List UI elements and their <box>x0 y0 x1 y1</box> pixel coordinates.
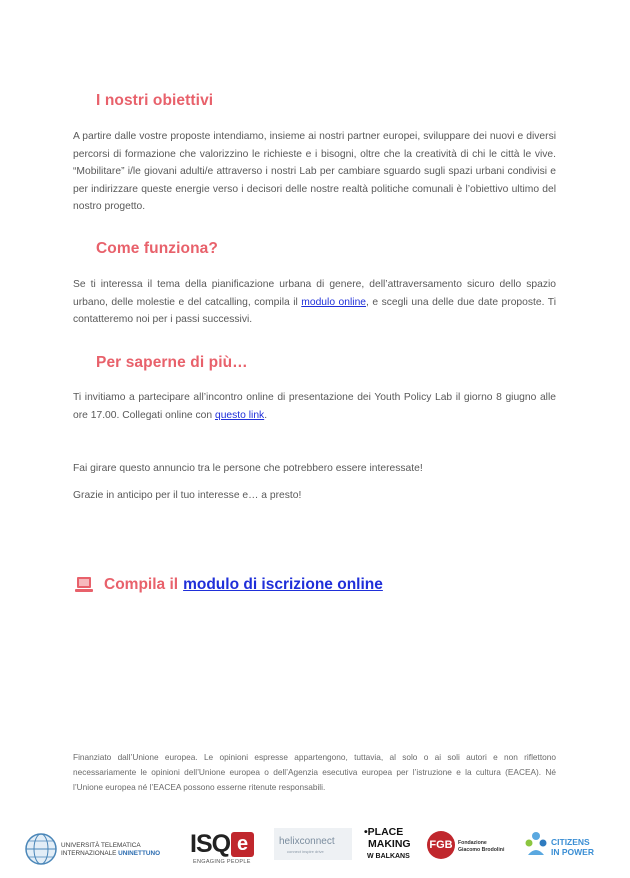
helix-text: helixconnect <box>279 836 335 847</box>
learn-more-text-before: Ti invitiamo a partecipare all’incontro online di presentazione dei Youth Policy Lab il giorno 8 giugno alle ore 17.00. Collegati online con <box>73 392 556 421</box>
fgb-logo <box>427 826 509 870</box>
laptop-icon <box>74 576 94 594</box>
how-it-works-text-after: , e scegli una delle due date proposte. Ti contatteremo noi per i passi successivi. <box>73 296 556 325</box>
thanks-text: Grazie in anticipo per il tuo interesse e… a presto! <box>73 490 302 501</box>
meeting-link[interactable]: questo link <box>214 409 265 421</box>
learn-more-text-after: . <box>264 409 268 421</box>
funding-disclaimer: Finanziato dall’Unione europea. Le opinioni espresse appartengono, tuttavia, al solo o ai soli autori e non riflettono necessariamente le opinioni dell’Unione europea o dell’Agenzia esecutiva europea per l’istruzione e la cultura (EACEA). Né l’Unione europea né l’EACEA possono esserne ritenute responsabili. <box>73 752 556 792</box>
isqe-sub: ENGAGING PEOPLE <box>193 859 251 865</box>
signup-form-link[interactable]: modulo di iscrizione online <box>183 576 383 593</box>
placemaking-line1: •PLACE <box>364 826 404 838</box>
signup-cta <box>74 572 383 598</box>
placemaking-line3: W BALKANS <box>367 853 410 860</box>
citizens-line2: IN POWER <box>551 846 594 857</box>
placemaking-line2: MAKING <box>368 838 411 850</box>
partner-logos <box>24 826 608 870</box>
fgb-line1: Fondazione <box>458 840 487 846</box>
uninettuno-line2b: UNINETTUNO <box>118 850 161 857</box>
helix-sub: connect inspire drive <box>287 849 324 854</box>
section-heading-learn-more: Per saperne di più… <box>96 354 248 371</box>
uninettuno-line1: UNIVERSITÀ TELEMATICA <box>61 842 141 849</box>
online-form-link[interactable]: modulo online <box>301 296 367 308</box>
cta-prefix: Compila il <box>104 576 179 593</box>
learn-more-paragraph <box>73 389 556 424</box>
isqe-e: e <box>231 832 254 857</box>
isqe-logo <box>190 826 260 870</box>
placemaking-logo <box>364 826 424 870</box>
fgb-mark: FGB <box>427 831 455 859</box>
globe-icon <box>24 832 58 866</box>
uninettuno-logo <box>24 826 174 870</box>
citizens-people-icon <box>524 831 548 857</box>
helixconnect-logo <box>274 826 352 870</box>
section-heading-objectives: I nostri obiettivi <box>96 92 214 109</box>
citizens-line1: CITIZENS <box>551 837 590 847</box>
how-it-works-text-before: Se ti interessa il tema della pianificazione urbana di genere, dell’attraversamento sicuro dello spazio urbano, delle molestie e del catcalling, compila il <box>73 279 556 308</box>
fgb-line2: Giacomo Brodolini <box>458 846 505 853</box>
objectives-paragraph: A partire dalle vostre proposte intendiamo, insieme ai nostri partner europei, sviluppare dei nuovi e diversi percorsi di formazione che valorizzino le richieste e i bisogni, oltre che la creatività di chi le città le vive. “Mobilitare” i/le giovani adulti/e attraverso i nostri Lab per cambiare sguardo sugli spazi urbani condivisi e per indirizzare queste energie verso i decisori delle nostre realtà politiche comunali è l’obiettivo ultimo del nostro progetto. <box>73 131 556 212</box>
isqe-main: ISQ <box>190 829 231 858</box>
uninettuno-line2a: INTERNAZIONALE <box>61 850 119 857</box>
section-heading-how-it-works: Come funziona? <box>96 240 218 257</box>
citizens-in-power-logo <box>524 826 608 870</box>
share-text: Fai girare questo annuncio tra le persone che potrebbero essere interessate! <box>73 463 423 474</box>
how-it-works-paragraph <box>73 276 556 329</box>
